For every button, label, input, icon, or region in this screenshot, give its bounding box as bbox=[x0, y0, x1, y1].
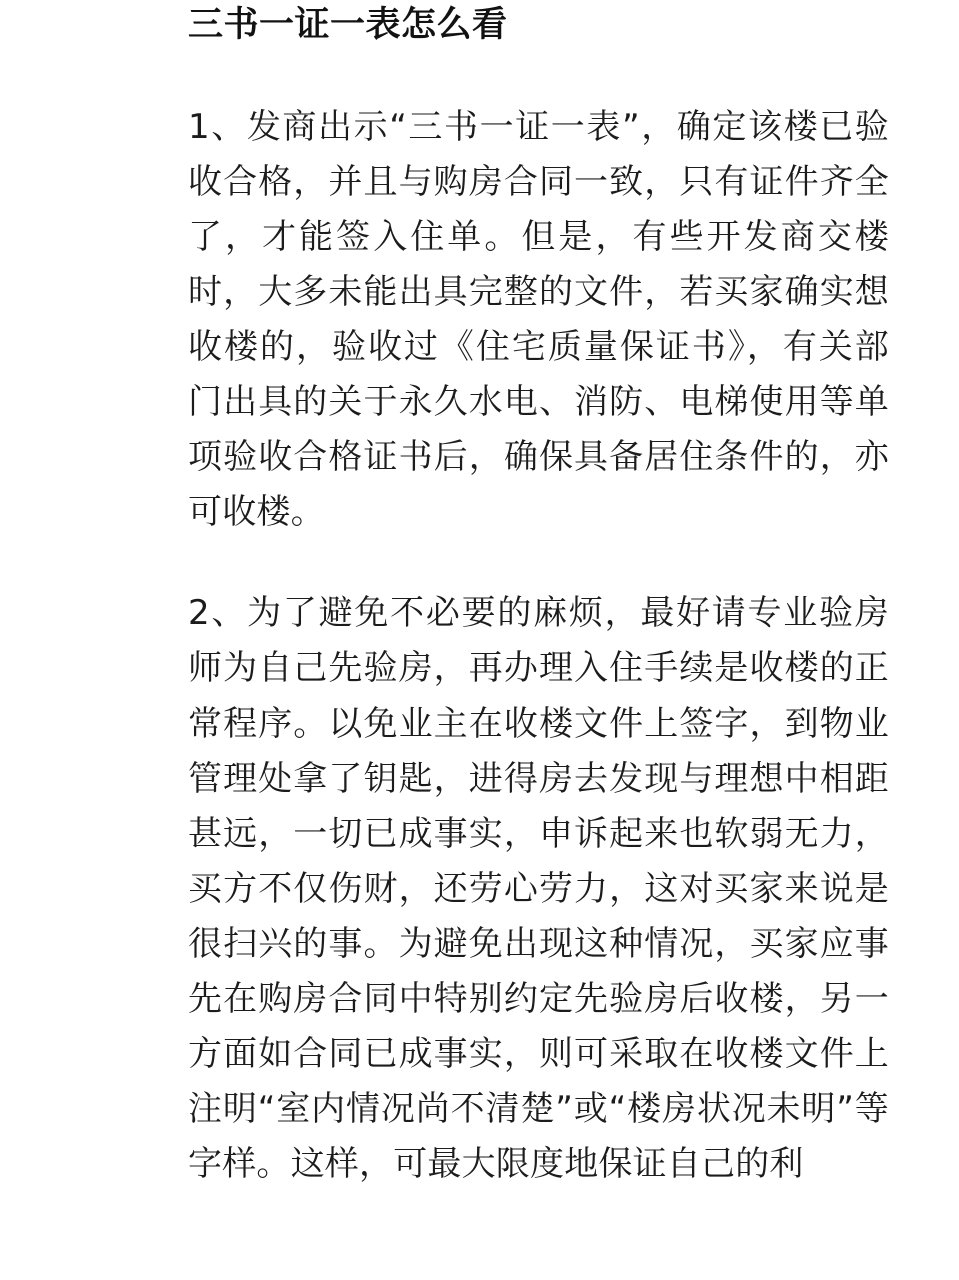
paragraph-1: 1、发商出示“三书一证一表”，确定该楼已验收合格，并且与购房合同一致，只有证件齐全了，才能签入住单。但是，有些开发商交楼时，大多未能出具完整的文件，若买家确实想收楼的，验收过《住宅质量保证书》，有关部门出具的关于永久水电、消防、电梯使用等单项验收合格证书后，确保具备居住条件的，亦可收楼。 bbox=[188, 106, 889, 533]
page-title: 三书一证一表怎么看 bbox=[188, 5, 508, 45]
paragraph-2: 2、为了避免不必要的麻烦，最好请专业验房师为自己先验房，再办理入住手续是收楼的正常程序。以免业主在收楼文件上签字，到物业管理处拿了钥匙，进得房去发现与理想中相距甚远，一切已成事实，申诉起来也软弱无力，买方不仅伤财，还劳心劳力，这对买家来说是很扫兴的事。为避免出现这种情况，买家应事先在购房合同中特别约定先验房后收楼，另一方面如合同已成事实，则可采取在收楼文件上注明“室内情况尚不清楚”或“楼房状况未明”等字样。这样，可最大限度地保证自己的利 bbox=[188, 593, 889, 1185]
